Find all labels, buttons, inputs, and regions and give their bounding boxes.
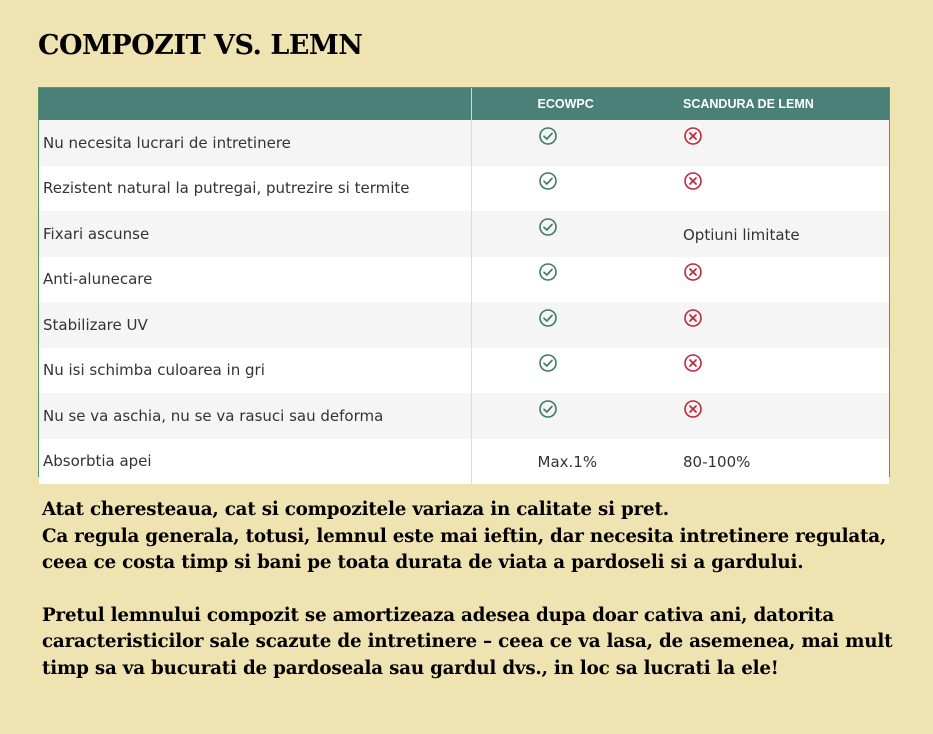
ecowpc-cell [471, 211, 617, 257]
ecowpc-cell [471, 166, 617, 212]
lemn-cell [617, 393, 889, 439]
cross-icon [683, 171, 703, 191]
lemn-cell [617, 257, 889, 303]
check-icon [538, 399, 558, 419]
ecowpc-cell [471, 393, 617, 439]
feature-cell: Nu se va aschia, nu se va rasuci sau deforma [39, 393, 471, 439]
description-text [42, 497, 912, 682]
check-icon [538, 308, 558, 328]
table-row [39, 302, 889, 348]
cross-icon [683, 126, 703, 146]
table-row [39, 348, 889, 394]
lemn-cell [617, 166, 889, 212]
lemn-cell-text: Optiuni limitate [683, 225, 800, 244]
cross-icon [683, 308, 703, 328]
lemn-cell [617, 302, 889, 348]
table-row [39, 211, 889, 257]
table-row [39, 120, 889, 166]
check-icon [538, 217, 558, 237]
ecowpc-cell-text: Max.1% [537, 453, 598, 472]
feature-cell: Absorbtia apei [39, 439, 471, 485]
check-icon [538, 171, 558, 191]
paragraph-1 [42, 497, 912, 577]
table-row [39, 393, 889, 439]
header-scandura-lemn: SCANDURA DE LEMN [617, 88, 889, 120]
feature-cell: Rezistent natural la putregai, putrezire si termite [39, 166, 471, 212]
check-icon [538, 126, 558, 146]
page-title: COMPOZIT VS. LEMN [38, 30, 363, 61]
cross-icon [683, 262, 703, 282]
paragraph-2-text: Pretul lemnului compozit se amortizeaza adesea dupa doar cativa ani, datorita caracteristicilor sale scazute de intretinere – ceea ce va lasa, de asemenea, mai mult timp sa va bucurati de pardoseala sau gardul dvs., in loc sa lucrati la ele! [42, 604, 893, 679]
cross-icon [683, 353, 703, 373]
feature-cell: Anti-alunecare [39, 257, 471, 303]
ecowpc-cell [471, 439, 617, 485]
ecowpc-cell [471, 257, 617, 303]
lemn-cell [617, 211, 889, 257]
cross-icon [683, 399, 703, 419]
lemn-cell [617, 120, 889, 166]
table-row [39, 166, 889, 212]
feature-cell: Fixari ascunse [39, 211, 471, 257]
feature-cell: Nu necesita lucrari de intretinere [39, 120, 471, 166]
ecowpc-cell [471, 348, 617, 394]
paragraph-1-line-1: Atat cheresteaua, cat si compozitele variaza in calitate si pret. [42, 499, 669, 520]
paragraph-2 [42, 603, 912, 683]
check-icon [538, 262, 558, 282]
table-row [39, 439, 889, 485]
lemn-cell [617, 439, 889, 485]
ecowpc-cell [471, 120, 617, 166]
table-header-row [39, 88, 889, 120]
ecowpc-cell [471, 302, 617, 348]
header-ecowpc: ECOWPC [471, 88, 617, 120]
table-row [39, 257, 889, 303]
header-feature [39, 88, 471, 120]
check-icon [538, 353, 558, 373]
paragraph-1-line-2: Ca regula generala, totusi, lemnul este mai ieftin, dar necesita intretinere regulata, ceea ce costa timp si bani pe toata durata de viata a pardoseli si a gardului. [42, 525, 887, 573]
lemn-cell [617, 348, 889, 394]
comparison-table [38, 87, 890, 477]
lemn-cell-text: 80-100% [683, 453, 751, 472]
feature-cell: Stabilizare UV [39, 302, 471, 348]
feature-cell: Nu isi schimba culoarea in gri [39, 348, 471, 394]
